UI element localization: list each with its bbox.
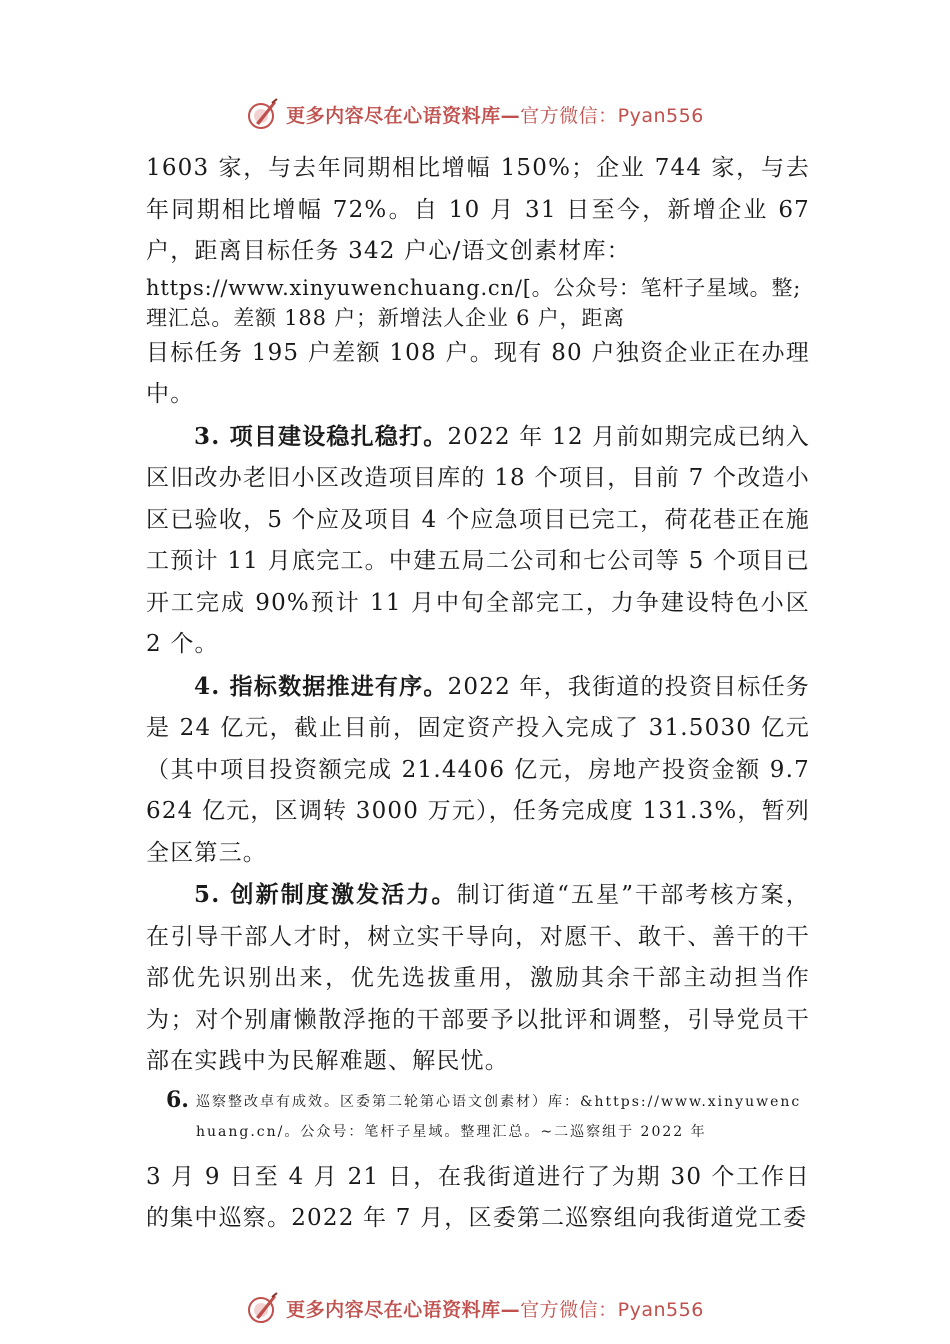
section-4-heading: 4. 指标数据推进有序。 — [194, 672, 448, 700]
footer-banner — [0, 1288, 950, 1328]
section-5 — [146, 874, 810, 1083]
paragraph-1-url-line: https://www.xinyuwenchuang.cn/[。公众号：笔杆子星域。整;理汇总。差额 188 户；新增法人企业 6 户，距离 — [146, 275, 802, 330]
section-3-text: 2022 年 12 月前如期完成已纳入区旧改办老旧小区改造项目库的 18 个项目，目前 7 个改造小区已验收，5 个应及项目 4 个应急项目已完工，荷花巷正在施工预计 11 月底完工。中建五局二公司和七公司等 5 个项目已开工完成 90%预计 11 月中旬全部完工，力争建设特色小区 2 个。 — [146, 423, 810, 657]
paragraph-1-continued: 目标任务 195 户差额 108 户。现有 80 户独资企业正在办理中。 — [146, 339, 810, 407]
section-5-heading: 5. 创新制度激发活力。 — [194, 881, 457, 908]
quill-logo-icon — [246, 97, 280, 131]
quill-logo-icon — [246, 1291, 280, 1325]
section-4-text: 2022 年，我街道的投资目标任务是 24 亿元，截止目前，固定资产投入完成了 31.5030 亿元（其中项目投资额完成 21.4406 亿元，房地产投资金额 9.7624 亿元，区调转 3000 万元），任务完成度 131.3%，暂列全区第三。 — [146, 673, 811, 866]
header-banner — [0, 94, 950, 134]
document-body — [146, 148, 810, 1240]
section-6-continued: 3 月 9 日至 4 月 21 日，在我街道进行了为期 30 个工作日的集中巡察。2022 年 7 月，区委第二巡察组向我街道党工委 — [146, 1163, 810, 1231]
section-3 — [146, 416, 810, 666]
section-6 — [166, 1086, 810, 1147]
section-5-text: 制订街道“五星”干部考核方案，在引导干部人才时，树立实干导向，对愿干、敢干、善干的干部优先识别出来，优先选拔重用，激励其余干部主动担当作为；对个别庸懒散浮拖的干部要予以批评和调整，引导党员干部在实践中为民解难题、解民忧。 — [146, 882, 810, 1074]
footer-banner-text: 更多内容尽在心语资料库—官方微信：Pyan556 — [286, 1298, 704, 1321]
section-6-small-text: 巡察整改卓有成效。区委第二轮第心语文创素材）库：&https://www.xinyuwenchuang.cn/。公众号：笔杆子星域。整理汇总。~二巡察组于 2022 年 — [196, 1093, 802, 1140]
paragraph-1: 1603 家，与去年同期相比增幅 150%；企业 744 家，与去年同期相比增幅 72%。自 10 月 31 日至今，新增企业 67 户，距离目标任务 342 户心/语文创素材库： — [146, 155, 810, 264]
section-3-heading: 3. 项目建设稳扎稳打。 — [194, 422, 448, 450]
section-4 — [146, 666, 810, 875]
section-6-number: 6. — [166, 1086, 189, 1113]
header-banner-text: 更多内容尽在心语资料库—官方微信：Pyan556 — [286, 104, 704, 127]
